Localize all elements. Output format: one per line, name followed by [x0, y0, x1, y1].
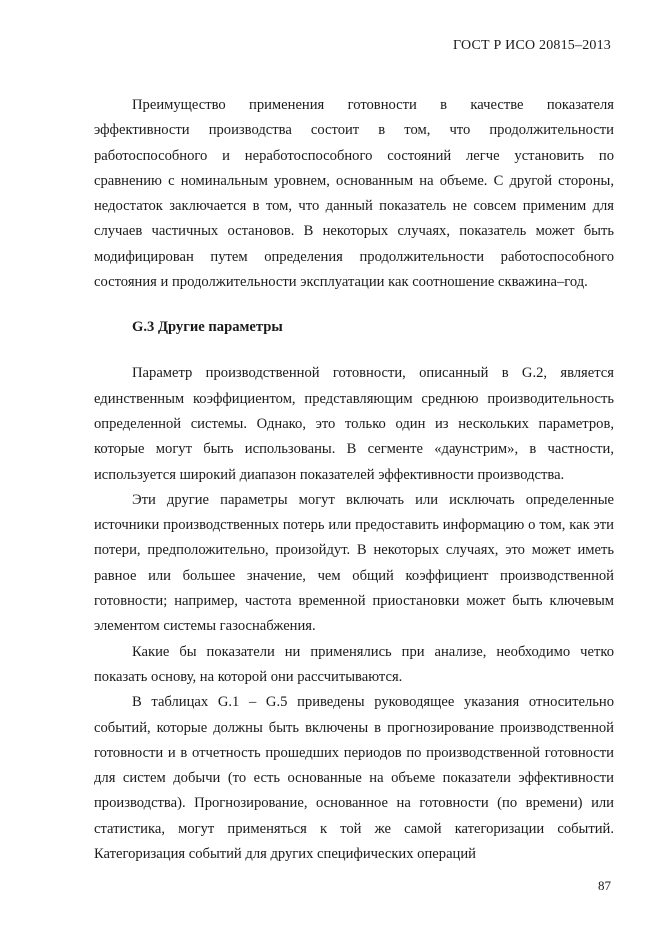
intro-paragraph: Преимущество применения готовности в качестве показателя эффективности производства состоит в том, что продолжительности работоспособного и неработоспособного состояний легче установить по сравнению с номинальным уровнем, основанным на объеме. С другой стороны, недостаток заключается в том, что данный показатель не совсем применим для случаев частичных остановов. В некоторых случаях, показатель может быть модифицирован путем определения продолжительности работоспособного состояния и продолжительности эксплуатации как соотношение скважина–год. — [94, 97, 614, 291]
page-content — [94, 93, 614, 867]
page-number: 87 — [598, 878, 611, 893]
section-paragraph-4: В таблицах G.1 – G.5 приведены руководящее указания относительно событий, которые должны быть включены в прогнозирование производственной готовности и в отчетность прошедших периодов по производственной готовности для систем добычи (то есть основанные на объеме показатели эффективности производства). Прогнозирование, основанное на готовности (по времени) или статистика, могут применяться к той же самой категоризации событий. Категоризация событий для других специфических операций — [94, 694, 614, 863]
section-paragraph-1: Параметр производственной готовности, описанный в G.2, является единственным коэффициентом, представляющим среднюю производительность определенной системы. Однако, это только один из нескольких параметров, которые могут быть использованы. В сегменте «даунстрим», в частности, используется широкий диапазон показателей эффективности производства. — [94, 365, 614, 483]
section-paragraph-2: Эти другие параметры могут включать или исключать определенные источники производственных потерь или предоставить информацию о том, как эти потери, предположительно, произойдут. В некоторых случаях, это может иметь равное или большее значение, чем общий коэффициент производственной готовности; например, частота временной приостановки может быть ключевым элементом системы газоснабжения. — [94, 491, 614, 635]
document-header: ГОСТ Р ИСО 20815–2013 — [453, 38, 611, 53]
section-paragraph-3: Какие бы показатели ни применялись при анализе, необходимо четко показать основу, на которой они рассчитываются. — [94, 643, 614, 685]
section-heading: G.3 Другие параметры — [132, 319, 283, 336]
